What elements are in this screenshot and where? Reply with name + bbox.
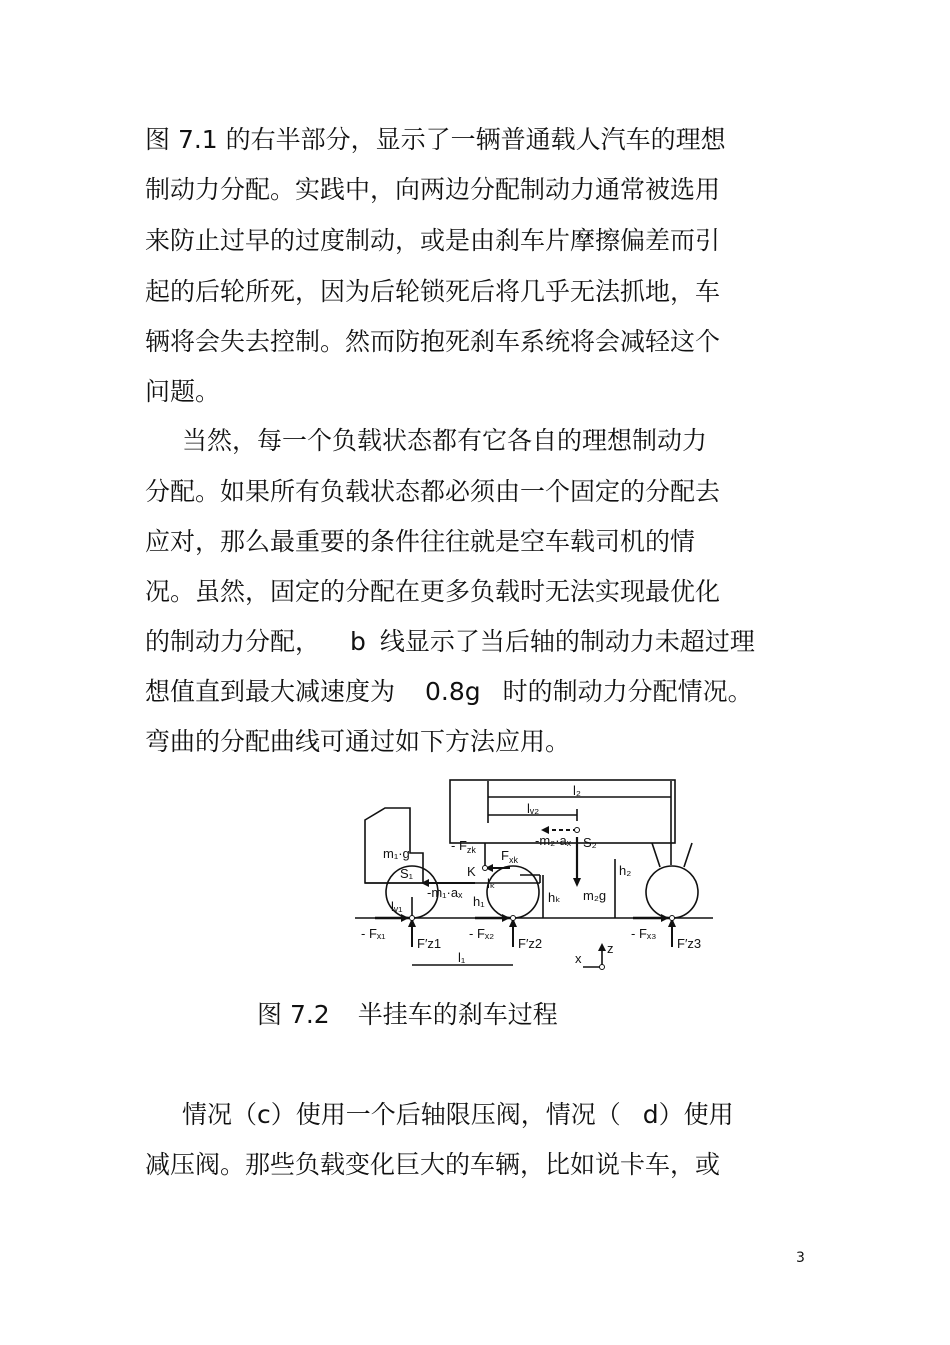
paragraph3-line1-c: ）使用一个后轴限压阀，情况（	[270, 1100, 621, 1129]
label-m2ax: -m₂·aₓ	[535, 833, 572, 848]
paragraph3-line2: 减压阀。那些负载变化巨大的车辆，比如说卡车，或	[145, 1150, 721, 1179]
rear-tractor-wheel	[487, 866, 539, 918]
figure-caption	[257, 1000, 558, 1030]
paragraph1-line5: 辆将会失去控制。然而防抱死刹车系统将会减轻这个	[145, 327, 721, 356]
label-lv1: lᵥ₁	[391, 899, 403, 914]
paragraph2-line5-c: 线显示了当后轴的制动力未超过理	[379, 627, 755, 656]
paragraph2-line3: 应对，那么最重要的条件往往就是空车载司机的情	[145, 527, 696, 556]
paragraph2-line5-b: b	[350, 627, 366, 656]
label-hk: hₖ	[548, 890, 561, 905]
paragraph2-line6-b: 0.8g	[425, 677, 481, 706]
paragraph2-line6-a: 想值直到最大减速度为	[145, 677, 396, 706]
paragraph1-line3: 来防止过早的过度制动，或是由刹车片摩擦偏差而引	[145, 226, 721, 255]
label-l1: l₁	[458, 950, 466, 965]
paragraph3-line1-b: c	[257, 1100, 271, 1129]
label-fx1: - Fₓ₁	[361, 926, 386, 941]
label-l2: l₂	[573, 783, 581, 798]
label-h1: h₁	[473, 894, 485, 909]
label-h2: h₂	[619, 863, 632, 878]
caption-number: 图 7.2	[257, 1000, 330, 1029]
paragraph3-line1-d: d	[642, 1100, 659, 1129]
label-s2: S₂	[583, 835, 597, 850]
label-fz2: F′z2	[518, 936, 543, 951]
paragraph2-line1: 当然，每一个负载状态都有它各自的理想制动力	[182, 426, 708, 455]
paragraph2-line4: 况。虽然，固定的分配在更多负载时无法实现最优化	[145, 577, 721, 606]
paragraph3-line1-e: ）使用	[658, 1100, 734, 1129]
label-fx2: - Fₓ₂	[469, 926, 495, 941]
page-number: 3	[796, 1250, 805, 1266]
caption-title: 半挂车的刹车过程	[357, 1000, 558, 1029]
label-s1: S₁	[400, 866, 414, 881]
paragraph1-line2: 制动力分配。实践中，向两边分配制动力通常被选用	[145, 175, 721, 204]
label-axis-x: x	[575, 951, 582, 966]
paragraph3-line1	[182, 1100, 734, 1130]
label-axis-z: z	[607, 941, 614, 956]
label-fx3: - Fₓ₃	[631, 926, 657, 941]
semitrailer-braking-diagram	[355, 775, 715, 985]
paragraph2-line6	[145, 677, 753, 707]
paragraph1-line6: 问题。	[145, 377, 221, 406]
label-fz1: F′z1	[417, 936, 442, 951]
paragraph2-line2: 分配。如果所有负载状态都必须由一个固定的分配去	[145, 477, 721, 506]
paragraph1-line1: 图 7.1 的右半部分，显示了一辆普通载人汽车的理想	[145, 125, 726, 154]
trailer-wheel	[646, 866, 698, 918]
paragraph1-line4: 起的后轮所死，因为后轮锁死后将几乎无法抓地，车	[145, 277, 721, 306]
label-k: K	[467, 864, 476, 879]
label-fxk: $F_{xk}$	[501, 848, 518, 865]
label-m1ax: -m₁·aₓ	[427, 885, 463, 900]
paragraph3-line1-a: 情况（	[182, 1100, 258, 1129]
label-lv2: lᵥ₂	[527, 801, 540, 816]
paragraph2-line5	[145, 627, 755, 657]
label-m2g: m₂g	[583, 888, 607, 903]
paragraph2-line6-c: 时的制动力分配情况。	[502, 677, 753, 706]
label-fzk: - $F_{zk}$	[451, 838, 476, 855]
label-m1g: m₁·g	[383, 846, 410, 861]
paragraph2-line5-a: 的制动力分配，	[145, 627, 321, 656]
label-fz3: F′z3	[677, 936, 702, 951]
label-lk: lₖ	[487, 876, 496, 891]
paragraph2-line7: 弯曲的分配曲线可通过如下方法应用。	[145, 727, 571, 756]
